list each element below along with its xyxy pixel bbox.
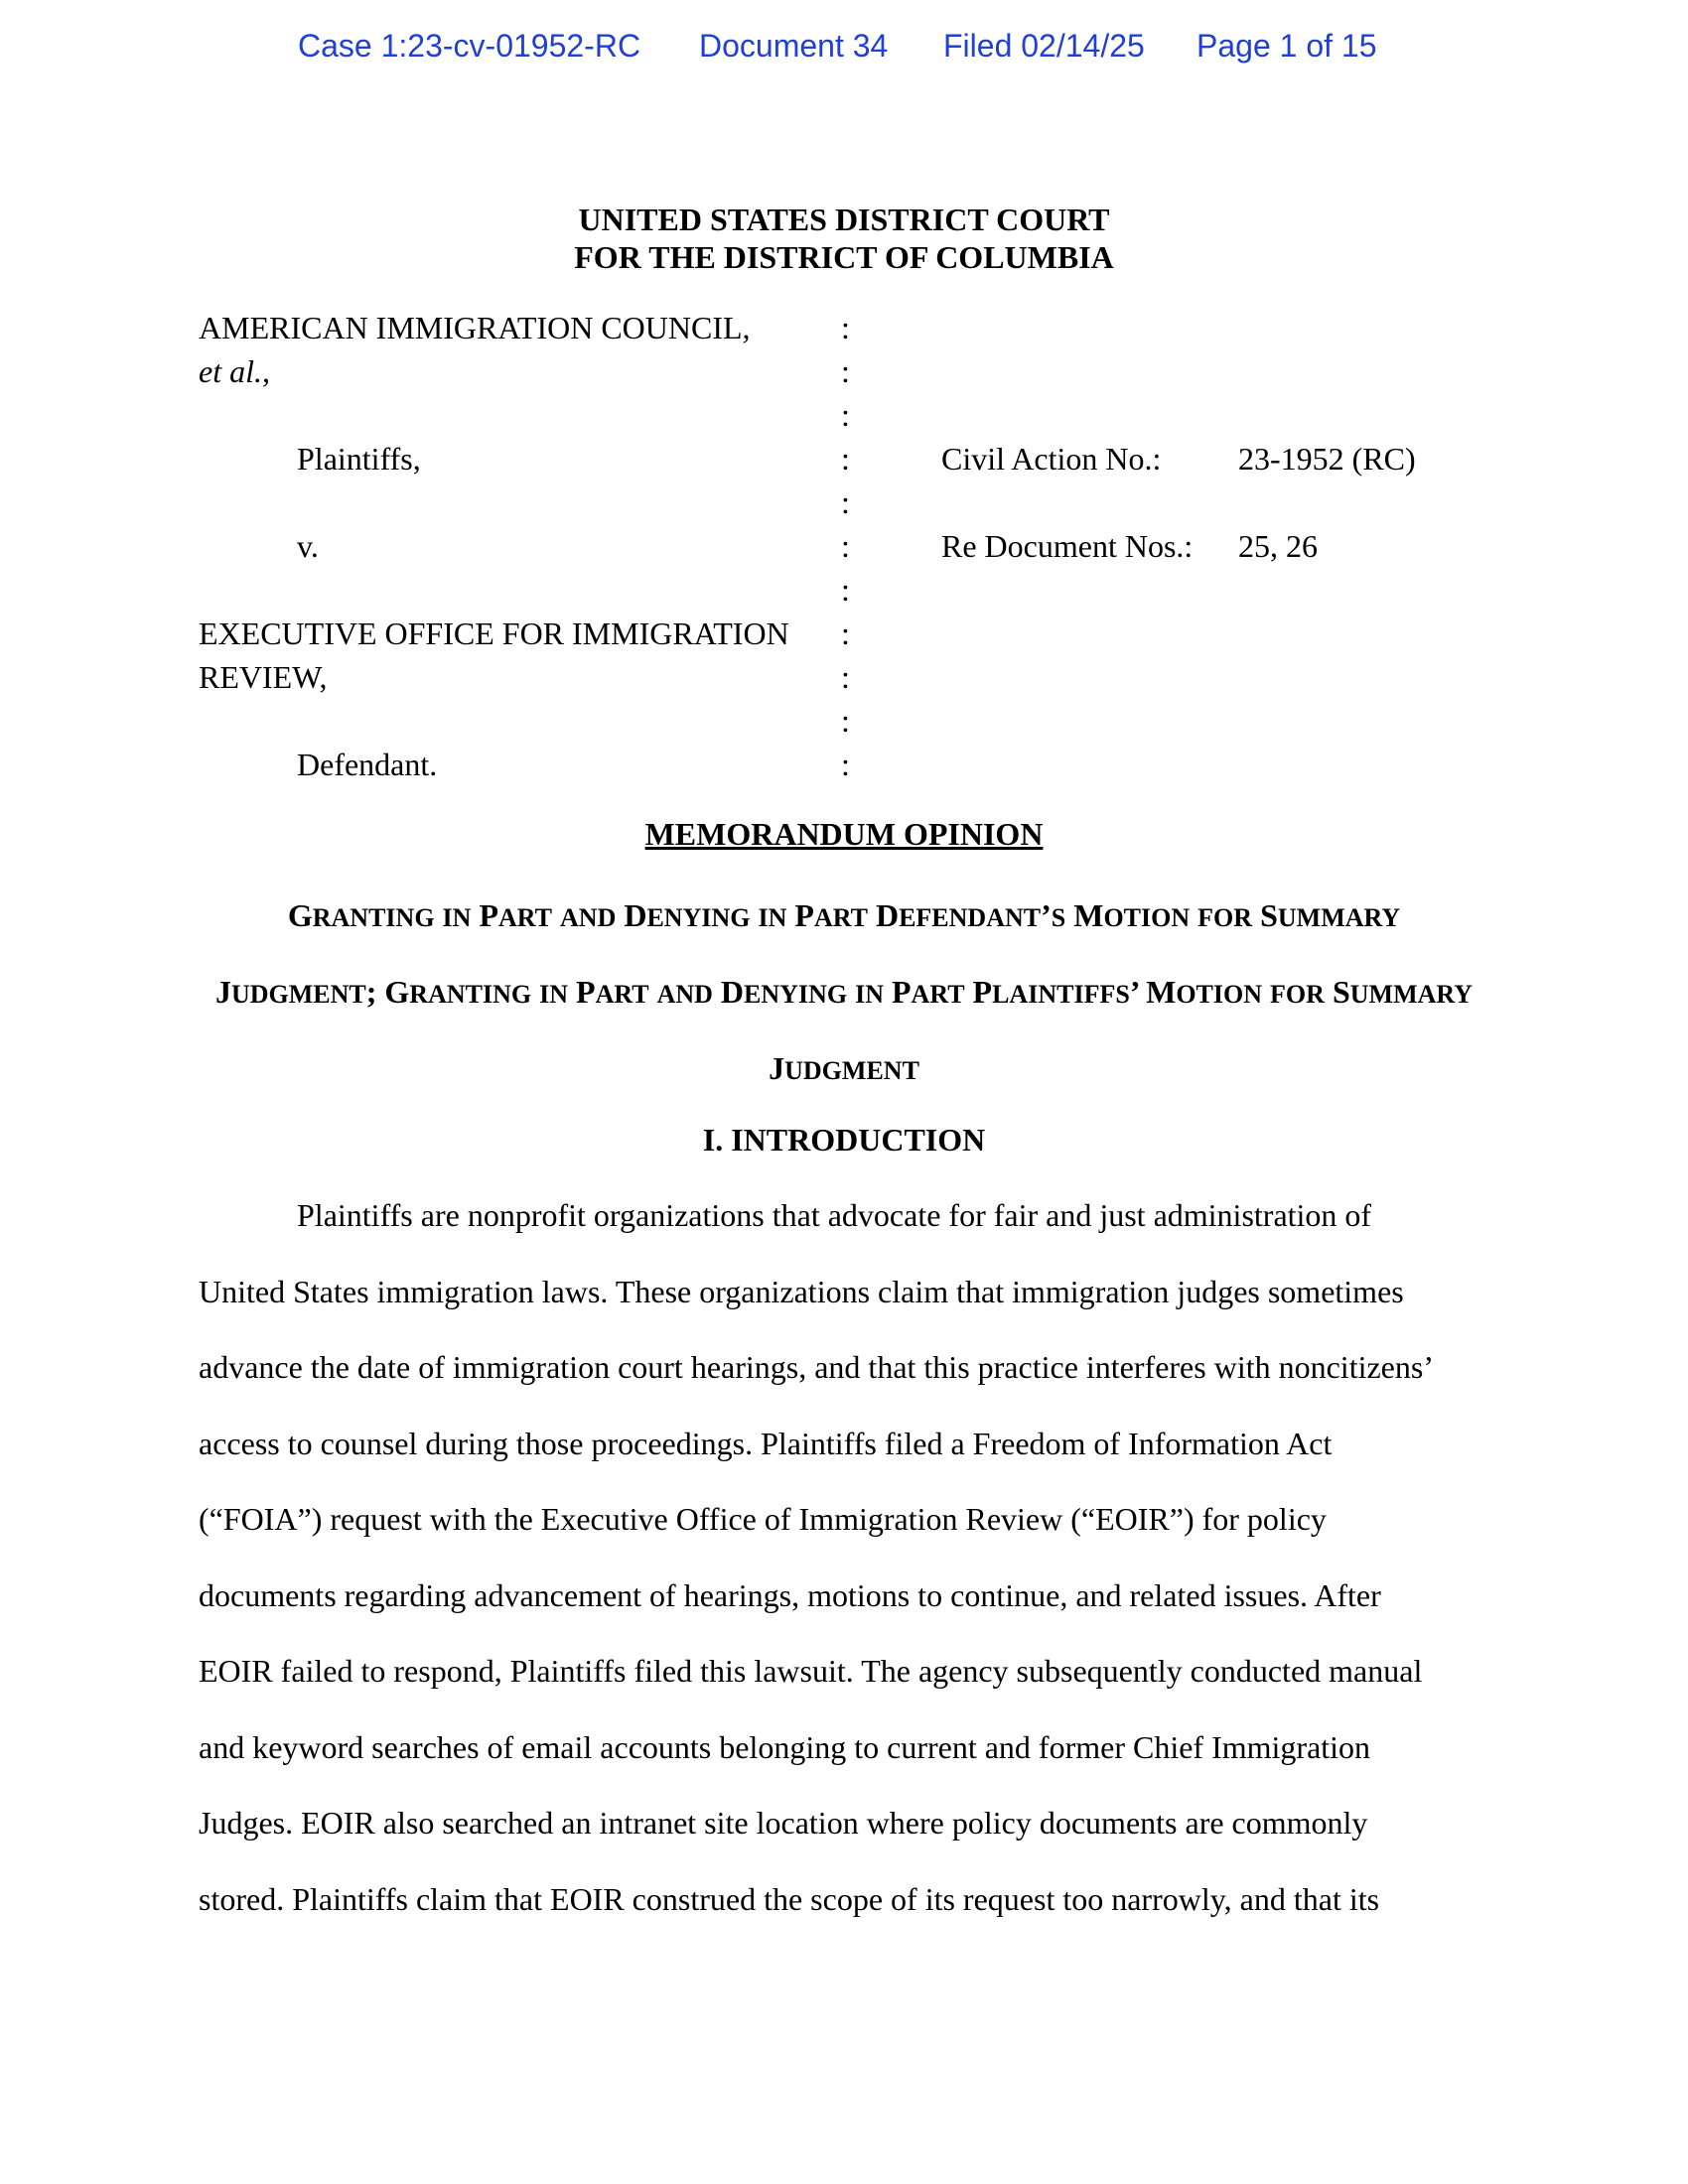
court-name-line-1: UNITED STATES DISTRICT COURT [578,202,1110,237]
defendant-name-line-2: REVIEW, [199,659,328,695]
plaintiff-name: AMERICAN IMMIGRATION COUNCIL, [199,310,751,345]
memorandum-subtitle-line-2: JUDGMENT; GRANTING IN PART AND DENYING IN PART PLAINTIFFS’ MOTION FOR SUMMARY [214,974,1474,1010]
ecf-document-number: Document 34 [699,28,889,64]
body-text-line: stored. Plaintiffs claim that EOIR construed the scope of its request too narrowly, and that its [199,1881,1380,1917]
caption-separator: : [841,659,850,695]
ecf-filed-date: Filed 02/14/25 [943,28,1145,64]
caption-separator: : [841,747,850,782]
plaintiffs-label: Plaintiffs, [297,441,421,477]
defendant-name-line-1: EXECUTIVE OFFICE FOR IMMIGRATION [199,615,789,651]
ecf-case-number: Case 1:23-cv-01952-RC [298,28,641,64]
ecf-page-count: Page 1 of 15 [1196,28,1377,64]
versus-label: v. [297,528,319,564]
body-text-line: United States immigration laws. These organizations claim that immigration judges sometimes [199,1274,1404,1309]
caption-separator: : [841,441,850,477]
body-text-line: access to counsel during those proceedings. Plaintiffs filed a Freedom of Information Act [199,1426,1333,1461]
re-document-label: Re Document Nos.: [941,528,1194,564]
section-heading-introduction: I. INTRODUCTION [702,1122,986,1158]
body-text-line: EOIR failed to respond, Plaintiffs filed this lawsuit. The agency subsequently conducted manual [199,1653,1423,1689]
re-document-numbers: 25, 26 [1238,528,1318,564]
body-text-line: Judges. EOIR also searched an intranet site location where policy documents are commonly [199,1805,1368,1841]
body-text-line: Plaintiffs are nonprofit organizations that advocate for fair and just administration of [297,1197,1372,1233]
memorandum-subtitle-line-1: GRANTING IN PART AND DENYING IN PART DEFENDANT’S MOTION FOR SUMMARY [287,897,1401,933]
caption-separator: : [841,353,850,389]
defendant-label: Defendant. [297,747,438,782]
body-text-line: documents regarding advancement of hearings, motions to continue, and related issues. After [199,1577,1381,1613]
body-text-line: (“FOIA”) request with the Executive Office of Immigration Review (“EOIR”) for policy [199,1501,1327,1537]
civil-action-number: 23-1952 (RC) [1238,441,1416,477]
caption-separator: : [841,310,850,345]
body-text-line: advance the date of immigration court hearings, and that this practice interferes with noncitizens’ [199,1349,1434,1385]
caption-separator: : [841,703,850,739]
caption-separator: : [841,615,850,651]
body-text-line: and keyword searches of email accounts belonging to current and former Chief Immigration [199,1729,1371,1765]
caption-separator: : [841,397,850,433]
memorandum-title: MEMORANDUM OPINION [644,816,1044,852]
court-name-line-2: FOR THE DISTRICT OF COLUMBIA [574,239,1114,275]
memorandum-subtitle-line-3: JUDGMENT [769,1050,919,1086]
civil-action-label: Civil Action No.: [941,441,1162,477]
caption-separator: : [841,528,850,564]
ecf-header [0,28,1688,71]
caption-separator: : [841,572,850,608]
caption-separator: : [841,484,850,520]
plaintiff-et-al: et al., [199,353,270,389]
